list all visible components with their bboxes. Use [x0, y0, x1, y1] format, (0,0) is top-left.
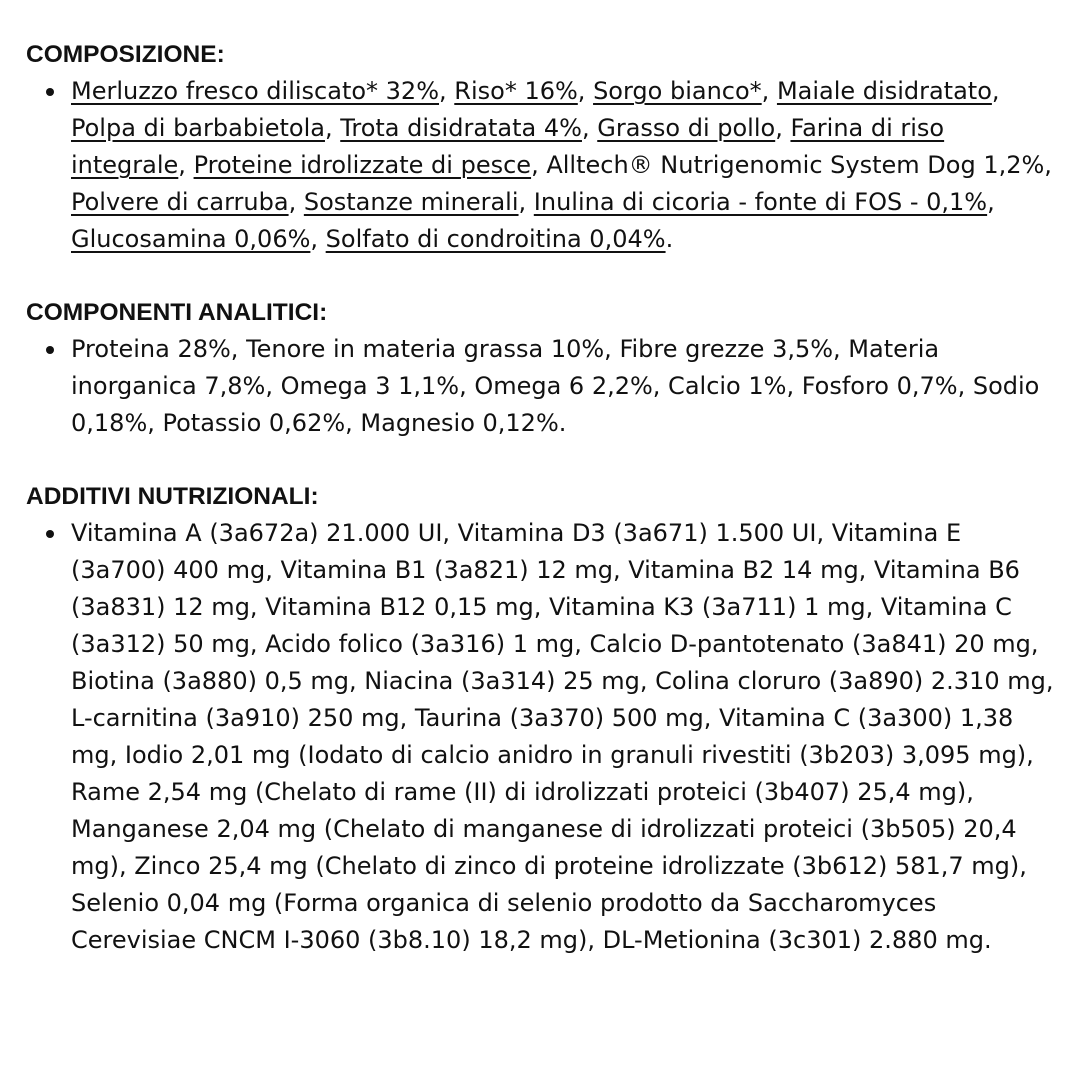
ingredient-separator: ,: [1044, 151, 1052, 179]
additivi-nutrizionali-heading: ADDITIVI NUTRIZIONALI:: [26, 483, 319, 510]
ingredient-separator: ,: [518, 188, 534, 216]
composizione-heading: COMPOSIZIONE:: [26, 41, 225, 68]
ingredient-separator: ,: [288, 188, 304, 216]
ingredient-link[interactable]: Grasso di pollo: [597, 114, 776, 142]
ingredient-link[interactable]: Farina di riso integrale: [71, 114, 945, 179]
bullet-icon: [46, 530, 54, 538]
ingredient-link[interactable]: Inulina di cicoria - fonte di FOS - 0,1%: [533, 188, 988, 216]
ingredient-link[interactable]: Glucosamina 0,06%: [71, 225, 311, 253]
ingredient-text: Alltech® Nutrigenomic System Dog 1,2%: [546, 151, 1045, 179]
ingredient-separator: ,: [178, 151, 194, 179]
additivi-nutrizionali-list: [26, 515, 1056, 959]
bullet-icon: [46, 88, 54, 96]
ingredient-link[interactable]: Merluzzo fresco diliscato* 32%: [71, 77, 440, 105]
ingredient-separator: .: [665, 225, 674, 253]
componenti-analitici-item: [26, 331, 1056, 442]
ingredient-link[interactable]: Riso* 16%: [454, 77, 578, 105]
ingredient-separator: ,: [581, 114, 598, 142]
ingredient-separator: ,: [987, 188, 995, 216]
additivi-nutrizionali-section: [26, 478, 1056, 959]
ingredient-separator: ,: [991, 77, 1000, 105]
additivi-nutrizionali-text: Vitamina A (3a672a) 21.000 UI, Vitamina D3 (3a671) 1.500 UI, Vitamina E (3a700) 400 mg, Vitamina B1 (3a821) 12 mg, Vitamina B2 14 mg, Vitamina B6 (3a831) 12 mg, Vitamina B12 0,15 mg, Vitamina K3 (3a711) 1 mg, Vitamina C (3a312) 50 mg, Acido folico (3a316) 1 mg, Calcio D-pantotenato (3a841) 20 mg, Biotina (3a880) 0,5 mg, Niacina (3a314) 25 mg, Colina cloruro (3a890) 2.310 mg, L-carnitina (3a910) 250 mg, Taurina (3a370) 500 mg, Vitamina C (3a300) 1,38 mg, Iodio 2,01 mg (Iodato di calcio anidro in granuli rivestiti (3b203) 3,095 mg), Rame 2,54 mg (Chelato di rame (II) di idrolizzati proteici (3b407) 25,4 mg), Manganese 2,04 mg (Chelato di manganese di idrolizzati proteici (3b505) 20,4 mg), Zinco 25,4 mg (Chelato di zinco di proteine idrolizzate (3b612) 581,7 mg), Selenio 0,04 mg (Forma organica di selenio prodotto da Saccharomyces Cerevisiae CNCM I-3060 (3b8.10) 18,2 mg), DL-Metionina (3c301) 2.880 mg.: [71, 519, 1054, 954]
bullet-icon: [46, 346, 54, 354]
ingredient-separator: ,: [577, 77, 594, 105]
ingredient-link[interactable]: Proteine idrolizzate di pesce: [193, 151, 532, 179]
composizione-list: [26, 73, 1056, 258]
ingredient-link[interactable]: Polvere di carruba: [71, 188, 289, 216]
ingredient-link[interactable]: Trota disidratata 4%: [340, 114, 582, 142]
additivi-nutrizionali-item: [26, 515, 1056, 959]
ingredient-link[interactable]: Maiale disidratato: [776, 77, 992, 105]
ingredients-text: [71, 77, 1052, 253]
componenti-analitici-section: [26, 294, 1056, 442]
ingredient-separator: ,: [310, 225, 326, 253]
ingredient-link[interactable]: Sostanze minerali: [303, 188, 519, 216]
composizione-item: [26, 73, 1056, 258]
ingredient-separator: ,: [439, 77, 455, 105]
componenti-analitici-text: Proteina 28%, Tenore in materia grassa 10%, Fibre grezze 3,5%, Materia inorganica 7,8%, Omega 3 1,1%, Omega 6 2,2%, Calcio 1%, Fosforo 0,7%, Sodio 0,18%, Potassio 0,62%, Magnesio 0,12%.: [71, 335, 1040, 437]
ingredient-link[interactable]: Solfato di condroitina 0,04%: [325, 225, 666, 253]
ingredient-separator: ,: [531, 151, 547, 179]
ingredient-link[interactable]: Polpa di barbabietola: [71, 114, 325, 142]
ingredient-separator: ,: [775, 114, 791, 142]
ingredient-separator: ,: [324, 114, 341, 142]
componenti-analitici-list: [26, 331, 1056, 442]
composizione-section: [26, 36, 1056, 258]
ingredient-separator: ,: [761, 77, 777, 105]
ingredient-link[interactable]: Sorgo bianco*: [593, 77, 762, 105]
label-content: [26, 36, 1056, 959]
componenti-analitici-heading: COMPONENTI ANALITICI:: [26, 299, 328, 326]
